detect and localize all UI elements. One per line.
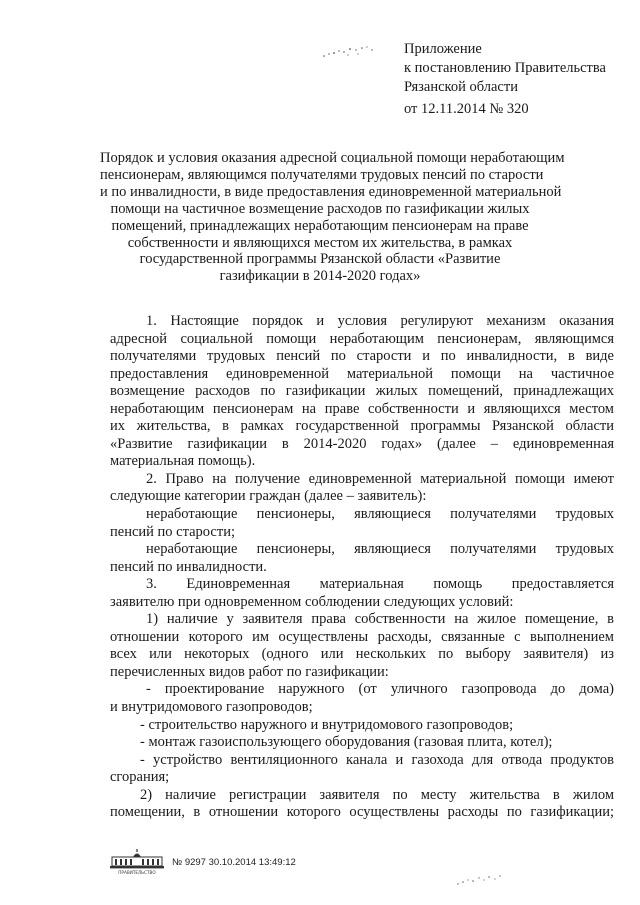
header-line-3: Рязанской области [404,79,518,95]
body-line: получателями трудовых пенсий по старости и по инвалидности, в виде [110,348,614,365]
body-line: неработающим пенсионерам на праве собственности и являющихся местом [110,400,614,417]
body-line: всех или некоторых (одного или нескольких по выбору заявителя) из [110,646,614,663]
scan-smudge-bottom [455,872,505,890]
body-line: 1. Настоящие порядок и условия регулируют механизм оказания [146,313,614,329]
body-line: - строительство наружного и внутридомового газопроводов; [140,716,514,733]
title-line: пенсионерам, являющимся получателями трудовых пенсий по старости [100,166,544,183]
header-line-1: Приложение [404,41,482,57]
body-line: сгорания; [110,769,170,786]
title-line: и по инвалидности, в виде предоставления единовременной материальной [100,183,562,200]
document-body [110,313,614,822]
appendix-header [404,40,606,97]
body-line: - проектирование наружного (от уличного газопровода до дома) [146,681,614,698]
body-line: неработающие пенсионеры, являющиеся получателями трудовых [146,541,614,558]
body-line: 1) наличие у заявителя права собственности на жилое помещение, в [146,611,614,628]
registration-footer [108,848,296,876]
body-line: пенсий по инвалидности. [110,558,267,575]
body-line: перечисленных видов работ по газификации: [110,663,389,680]
body-line: материальная помощь). [110,453,256,470]
body-line: неработающие пенсионеры, являющиеся получателями трудовых [146,506,614,523]
title-line: собственности и являющихся местом их жительства, в рамках [127,234,513,251]
body-line: 2. Право на получение единовременной материальной помощи имеют [146,470,614,487]
body-line: заявителю при одновременном соблюдении следующих условий: [110,593,514,610]
body-line: 2) наличие регистрации заявителя по месту жительства в жилом [140,786,614,803]
resolution-date-number: от 12.11.2014 № 320 [404,101,529,117]
title-line: государственной программы Рязанской области «Развитие [139,251,501,268]
government-building-logo [108,849,166,875]
body-line: следующие категории граждан (далее – заявитель): [110,488,427,505]
registration-stamp: № 9297 30.10.2014 13:49:12 [172,856,296,868]
body-line: помещении, в отношении которого осуществлены расходы по газификации; [110,804,614,821]
body-line: их жительства, в рамках государственной программы Рязанской области [110,418,614,435]
body-line: возмещение расходов по газификации жилых помещений, принадлежащих [110,383,614,400]
body-line: предоставления единовременной материальной помощи на частичное [110,365,614,382]
title-line: Порядок и условия оказания адресной социальной помощи неработающим [100,150,565,166]
document-title [100,150,565,285]
body-line: и внутридомового газопроводов; [110,699,313,716]
scan-smudge-top [320,42,380,64]
body-line: «Развитие газификации в 2014-2020 годах» (далее – единовременная [110,435,614,452]
title-line: газификации в 2014-2020 годах» [219,268,421,285]
body-line: - устройство вентиляционного канала и газохода для отвода продуктов [140,751,614,768]
svg-text:ПРАВИТЕЛЬСТВО: ПРАВИТЕЛЬСТВО [118,870,156,875]
header-line-2: к постановлению Правительства [404,60,606,76]
title-line: помощи на частичное возмещение расходов по газификации жилых [110,200,530,217]
body-line: 3. Единовременная материальная помощь предоставляется [146,576,614,593]
body-line: - монтаж газоиспользующего оборудования (газовая плита, котел); [140,734,553,751]
body-line: пенсий по старости; [110,523,235,540]
body-line: адресной социальной помощи неработающим пенсионерам, являющимся [110,330,614,347]
body-line: отношении которого им осуществлены расходы, связанные с выполнением [110,628,614,645]
title-line: помещений, принадлежащих неработающим пенсионерам на праве [111,217,529,234]
